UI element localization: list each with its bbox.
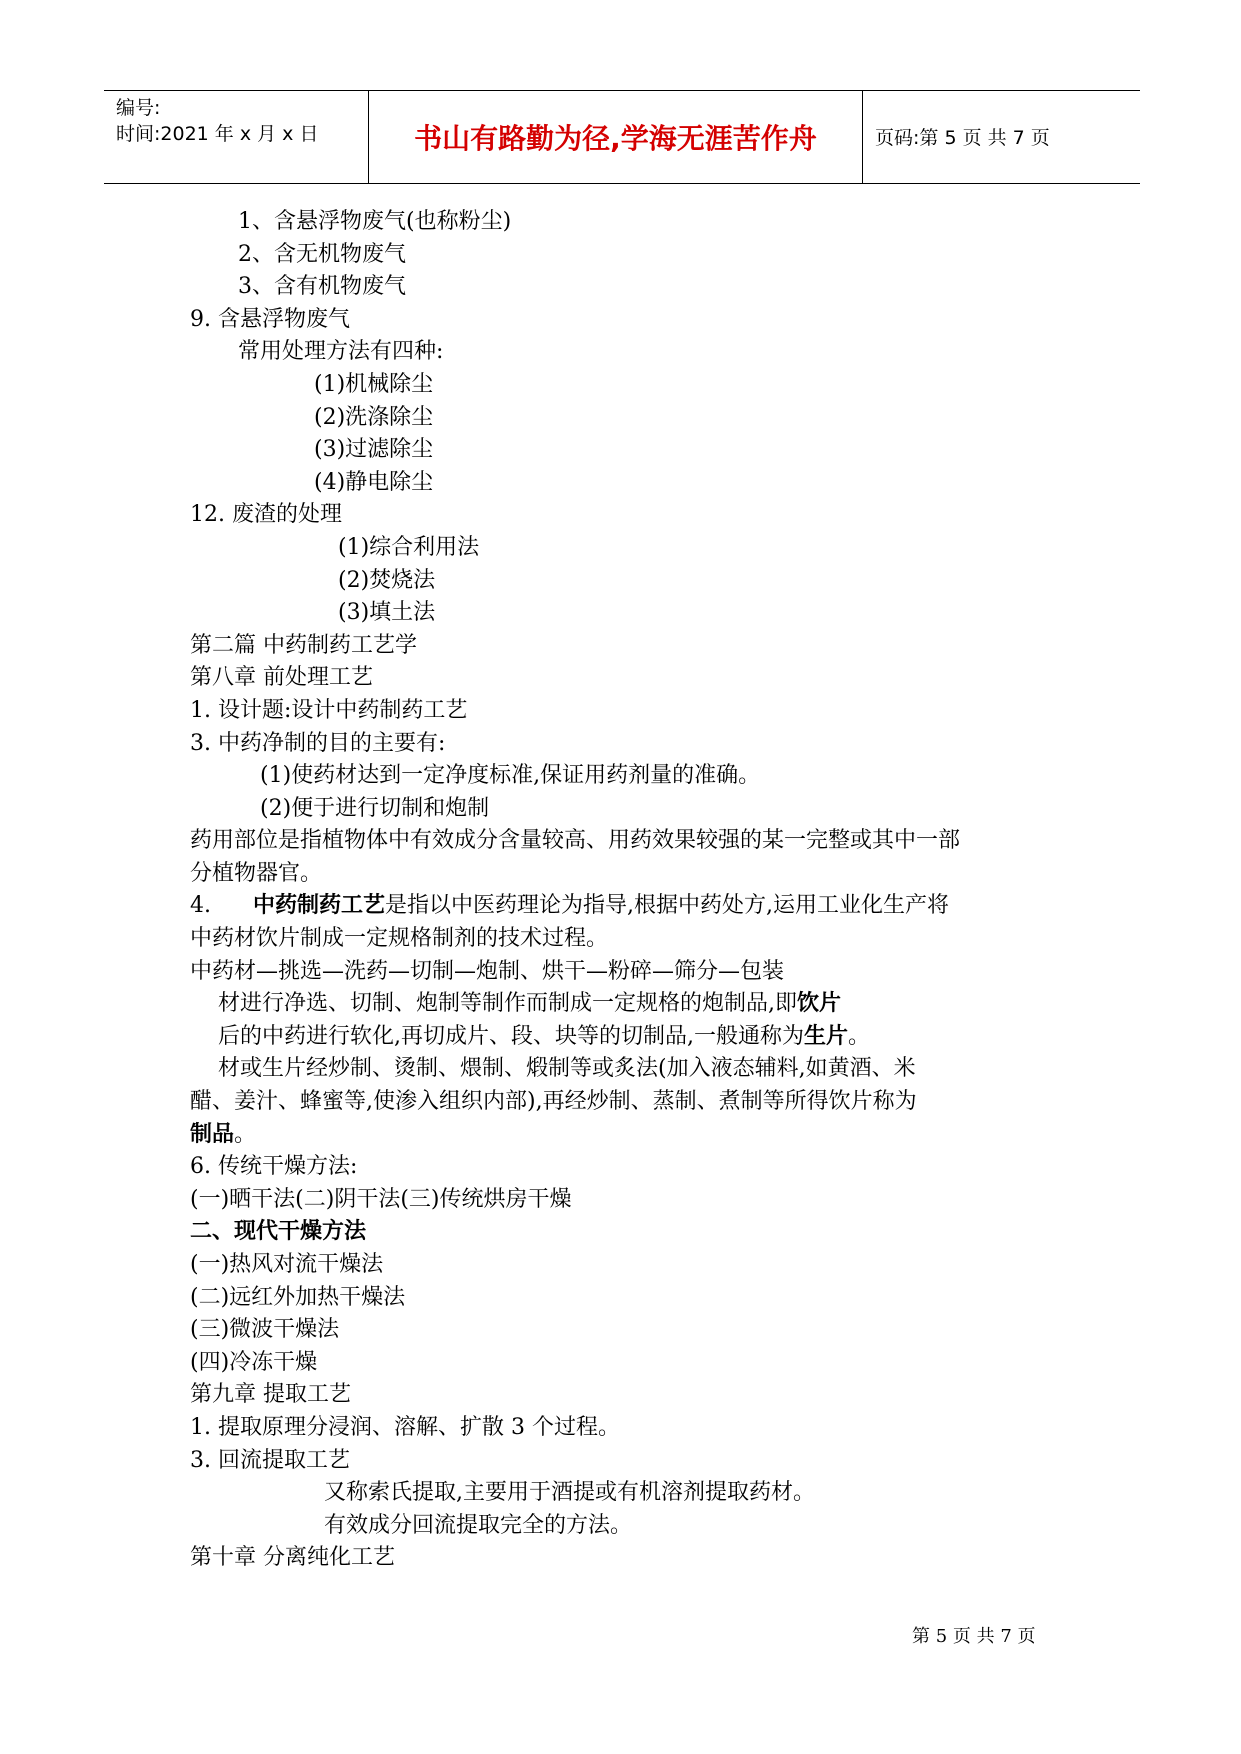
list-item: (四)冷冻干燥 bbox=[190, 1349, 318, 1375]
text-line bbox=[190, 1021, 1070, 1054]
text-line: 有效成分回流提取完全的方法。 bbox=[324, 1512, 633, 1538]
item-number: 4. bbox=[190, 893, 211, 919]
text-line: 中药材饮片制成一定规格制剂的技术过程。 bbox=[190, 926, 609, 952]
list-item: (1)使药材达到一定净度标准,保证用药剂量的准确。 bbox=[260, 763, 761, 789]
text-line: 分植物器官。 bbox=[190, 860, 323, 886]
text-span: 后的中药进行软化,再切成片、段、块等的切制品,一般通称为 bbox=[218, 1023, 804, 1049]
text-line bbox=[190, 988, 1070, 1021]
text-line: 醋、姜汁、蜂蜜等,使渗入组织内部),再经炒制、蒸制、煮制等所得饮片称为 bbox=[190, 1089, 917, 1115]
bold-term: 生片 bbox=[804, 1023, 849, 1049]
text-line: 1、含悬浮物废气(也称粉尘) bbox=[238, 209, 512, 234]
text-line: 1. 提取原理分浸润、溶解、扩散 3 个过程。 bbox=[190, 1414, 620, 1440]
chapter-heading: 第九章 提取工艺 bbox=[190, 1382, 351, 1408]
header-left-cell bbox=[104, 91, 369, 183]
text-span: 。 bbox=[234, 1121, 257, 1147]
text-line bbox=[190, 890, 1070, 923]
text-line: 又称索氏提取,主要用于酒提或有机溶剂提取药材。 bbox=[324, 1480, 815, 1506]
list-item: (2)洗涤除尘 bbox=[314, 404, 434, 430]
list-item: (2)焚烧法 bbox=[338, 567, 436, 593]
list-item: (1)综合利用法 bbox=[338, 534, 480, 560]
header-page-label: 页码:第 5 页 共 7 页 bbox=[875, 127, 1050, 149]
text-line: 2、含无机物废气 bbox=[238, 241, 406, 267]
section-heading: 9. 含悬浮物废气 bbox=[190, 306, 350, 332]
text-line: (一)晒干法(二)阴干法(三)传统烘房干燥 bbox=[190, 1186, 572, 1212]
bold-heading bbox=[190, 1216, 1070, 1249]
number-label: 编号: bbox=[116, 97, 161, 119]
text-line: 药用部位是指植物体中有效成分含量较高、用药效果较强的某一完整或其中一部 bbox=[190, 828, 961, 854]
list-item: (二)远红外加热干燥法 bbox=[190, 1284, 406, 1310]
bold-term: 饮片 bbox=[797, 991, 842, 1017]
process-flow: 中药材—挑选—洗药—切制—炮制、烘干—粉碎—筛分—包装 bbox=[190, 958, 785, 984]
bold-heading-text: 二、现代干燥方法 bbox=[190, 1219, 367, 1245]
list-item: (1)机械除尘 bbox=[314, 371, 434, 397]
list-item: (3)过滤除尘 bbox=[314, 437, 434, 463]
section-heading: 6. 传统干燥方法: bbox=[190, 1154, 358, 1180]
header-middle-cell bbox=[369, 91, 863, 183]
text-line: 材或生片经炒制、烫制、煨制、煅制等或炙法(加入液态辅料,如黄酒、米 bbox=[218, 1056, 916, 1082]
text-span: 。 bbox=[848, 1023, 871, 1049]
list-item: (3)填土法 bbox=[338, 600, 436, 626]
list-item: (2)便于进行切制和炮制 bbox=[260, 795, 490, 821]
page-footer: 第 5 页 共 7 页 bbox=[912, 1626, 1036, 1647]
time-label: 时间:2021 年 x 月 x 日 bbox=[116, 123, 319, 145]
text-span: 是指以中医药理论为指导,根据中药处方,运用工业化生产将 bbox=[385, 893, 950, 919]
part-heading: 第二篇 中药制药工艺学 bbox=[190, 632, 417, 658]
text-line bbox=[190, 1119, 1070, 1152]
list-item: (一)热风对流干燥法 bbox=[190, 1252, 384, 1277]
document-header bbox=[104, 90, 1140, 184]
bold-term: 制品 bbox=[190, 1121, 235, 1147]
text-line: 3. 中药净制的目的主要有: bbox=[190, 730, 446, 756]
list-item: (三)微波干燥法 bbox=[190, 1317, 340, 1343]
header-motto: 书山有路勤为径,学海无涯苦作舟 bbox=[414, 122, 817, 155]
text-line: 常用处理方法有四种: bbox=[238, 339, 444, 365]
text-line: 3、含有机物废气 bbox=[238, 274, 406, 300]
document-body bbox=[190, 206, 1070, 1575]
section-heading: 12. 废渣的处理 bbox=[190, 502, 342, 528]
chapter-heading: 第八章 前处理工艺 bbox=[190, 665, 373, 691]
header-right-cell bbox=[863, 91, 1140, 183]
text-span: 材进行净选、切制、炮制等制作而制成一定规格的炮制品,即 bbox=[218, 991, 797, 1017]
chapter-heading: 第十章 分离纯化工艺 bbox=[190, 1545, 395, 1571]
list-item: (4)静电除尘 bbox=[314, 469, 434, 495]
bold-term: 中药制药工艺 bbox=[253, 893, 386, 919]
section-heading: 3. 回流提取工艺 bbox=[190, 1447, 350, 1473]
text-line: 1. 设计题:设计中药制药工艺 bbox=[190, 697, 468, 723]
